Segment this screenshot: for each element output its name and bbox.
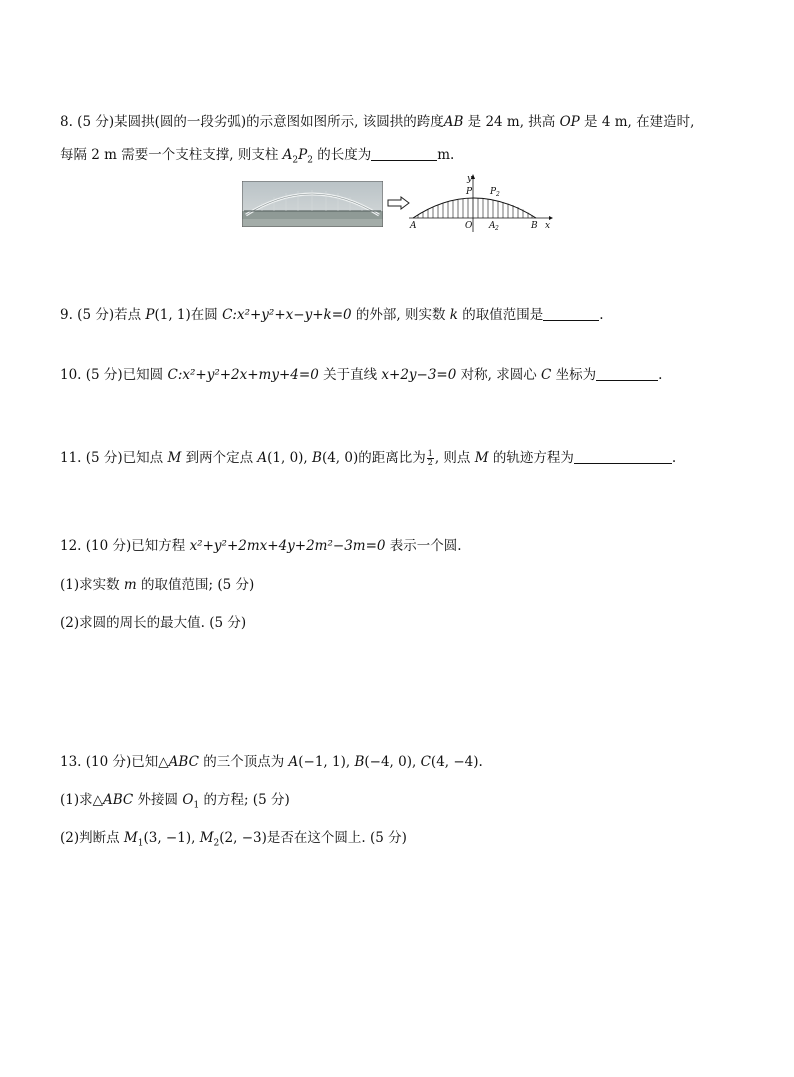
q11: 11. (5 分)已知点 M 到两个定点 A(1, 0), B(4, 0)的距离比为 $\frac{1}{2}$ , 则点 M 的轨迹方程为 . (60, 449, 677, 467)
label-A: A (410, 221, 417, 231)
support-columns (418, 198, 532, 218)
fraction-one-half: $\frac{1}{2}$ (427, 449, 433, 467)
label-P2: P2 (490, 187, 500, 198)
arch-curve (413, 198, 536, 218)
x-axis-arrow (549, 216, 553, 220)
label-B: B (531, 221, 538, 231)
label-y: y (467, 174, 473, 184)
q8-line2: 每隔 2 m 需要一个支柱支撑, 则支柱 $A_2P_2$ 的长度为 m. (60, 147, 455, 166)
q12: 12. (10 分)已知方程 x²+y²+2mx+4y+2m²−3m=0 表示一个圆. (60, 538, 462, 554)
bridge-photo (242, 181, 383, 227)
q13-part2: (2)判断点 $M_1(3$, −1), $M_2(2$, −3)是否在这个圆上. (5 分) (60, 830, 407, 849)
label-O: O (465, 221, 473, 231)
arch-diagram (405, 172, 555, 234)
answer-blank-q11 (574, 449, 672, 464)
q13: 13. (10 分)已知△ABC 的三个顶点为 A(−1, 1), B(−4, 0), C(4, −4). (60, 754, 483, 770)
q12-part1: (1)求实数 m 的取值范围; (5 分) (60, 577, 255, 593)
q8-line1: 8. (5 分)某圆拱(圆的一段劣弧)的示意图如图所示, 该圆拱的跨度AB 是 24 m, 拱高 OP 是 4 m, 在建造时, (60, 114, 695, 130)
q10: 10. (5 分)已知圆 C:x²+y²+2x+my+4=0 关于直线 x+2y−3=0 对称, 求圆心 C 坐标为 . (60, 367, 663, 383)
q13-part1: (1)求△ABC 外接圆 $O_1$ 的方程; (5 分) (60, 792, 290, 811)
answer-blank-q10 (596, 366, 658, 381)
label-P: P (466, 187, 473, 197)
answer-blank-q9 (543, 306, 599, 321)
q12-part2: (2)求圆的周长的最大值. (5 分) (60, 615, 247, 631)
answer-blank-q8 (371, 146, 437, 161)
label-x: x (545, 221, 551, 231)
q9: 9. (5 分)若点 P(1, 1)在圆 C:x²+y²+x−y+k=0 的外部, 则实数 k 的取值范围是 . (60, 307, 604, 323)
label-A2: A2 (489, 221, 499, 232)
